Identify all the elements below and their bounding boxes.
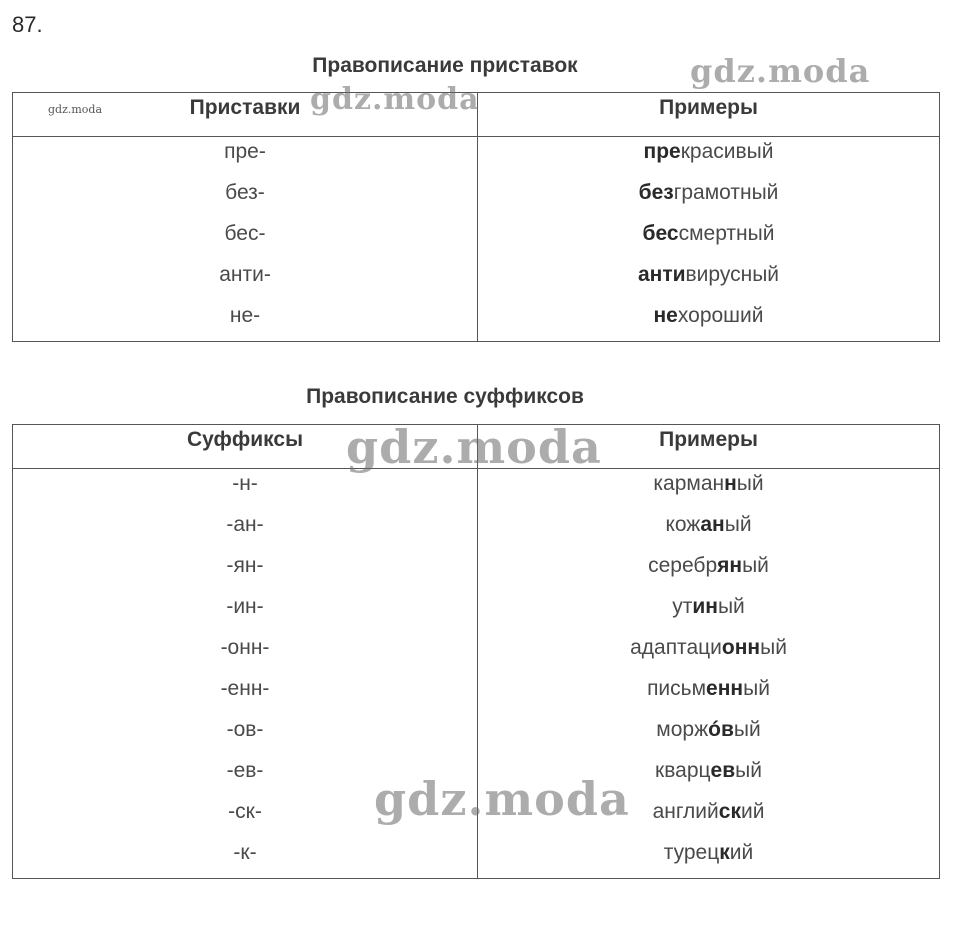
word-end: ый [735,759,762,782]
suffix-cell: -к- [233,841,257,864]
table-row [13,551,939,592]
word-rest: смертный [678,222,775,245]
table-row [13,301,939,342]
table-row [13,715,939,756]
table-row [13,178,939,219]
suffix-cell: -н- [232,472,258,495]
highlighted-morpheme: пре [643,140,681,163]
table-row [13,469,939,510]
word-end: ий [740,800,765,823]
prefixes-title: Правописание приставок [312,54,578,77]
table-row [13,137,939,178]
suffix-cell: -онн- [220,636,270,659]
highlighted-morpheme: н [724,472,737,495]
word-start: адаптаци [630,636,722,659]
highlighted-morpheme: ск [718,800,741,823]
suffixes-title: Правописание суффиксов [306,385,584,408]
highlighted-morpheme: ян [717,554,743,577]
suffix-cell: -ин- [226,595,264,618]
example-cell [477,592,940,633]
small-watermark: gdz.moda [48,103,103,116]
watermark: gdz.moda [690,52,871,90]
example-cell [477,510,940,551]
word-end: ый [733,718,761,741]
word-start: морж [656,718,709,741]
highlighted-morpheme: к [719,841,730,864]
table-row [13,510,939,551]
highlighted-morpheme: бес [642,222,679,245]
word-rest: красивый [680,140,774,163]
word-start: кварц [655,759,711,782]
example-cell [477,551,940,592]
word-rest: хороший [677,304,764,327]
exercise-number: 87. [12,12,43,37]
suffix-cell: -ов- [226,718,264,741]
word-start: кож [665,513,701,536]
word-end: ый [742,554,769,577]
word-end: ый [724,513,752,536]
highlighted-morpheme: енн [706,677,744,700]
word-start: серебр [648,554,718,577]
watermark: gdz.moda [374,772,630,826]
example-cell [477,219,940,260]
suffix-cell: -ев- [226,759,264,782]
word-start: англий [652,800,719,823]
suffix-cell: -енн- [220,677,270,700]
prefixes-header-affix: Приставки [189,96,301,119]
word-end: ый [717,595,745,618]
table-row [13,674,939,715]
prefix-cell: анти- [219,263,271,286]
example-cell [477,715,940,756]
prefix-cell: без- [225,181,265,204]
example-cell [477,838,940,879]
example-cell [477,469,940,510]
word-rest: грамотный [673,181,779,204]
watermark: gdz.moda [310,82,480,117]
suffixes-header-examples: Примеры [659,428,758,451]
highlighted-morpheme: ин [692,595,718,618]
example-cell [477,137,940,178]
word-end: ий [729,841,754,864]
table-row [13,219,939,260]
example-cell [477,260,940,301]
suffixes-header-affix: Суффиксы [186,428,304,451]
highlighted-morpheme: ев [710,759,736,782]
highlighted-morpheme: не [653,304,678,327]
table-row [13,633,939,674]
highlighted-morpheme: онн [721,636,761,659]
suffix-cell: -ян- [226,554,264,577]
word-start: письм [647,677,707,700]
word-end: ый [760,636,787,659]
highlighted-morpheme: без [638,181,674,204]
prefix-cell: пре- [224,140,266,163]
prefixes-header-examples: Примеры [659,96,758,119]
word-rest: вирусный [685,263,780,286]
highlighted-morpheme: анти [637,263,686,286]
suffix-cell: -ск- [228,800,262,823]
table-row [13,592,939,633]
word-start: турец [663,841,720,864]
suffix-cell: -ан- [226,513,264,536]
word-end: ый [743,677,770,700]
prefixes-table [12,92,940,342]
example-cell [477,633,940,674]
prefix-cell: не- [229,304,261,327]
prefix-cell: бес- [224,222,266,245]
example-cell [477,301,940,342]
table-row [13,838,939,879]
table-row [13,260,939,301]
example-cell [477,178,940,219]
highlighted-morpheme: óв [708,718,734,741]
highlighted-morpheme: ан [700,513,725,536]
example-cell [477,674,940,715]
word-end: ый [736,472,764,495]
watermark: gdz.moda [346,420,602,474]
word-start: карман [653,472,725,495]
word-start: ут [672,595,693,618]
